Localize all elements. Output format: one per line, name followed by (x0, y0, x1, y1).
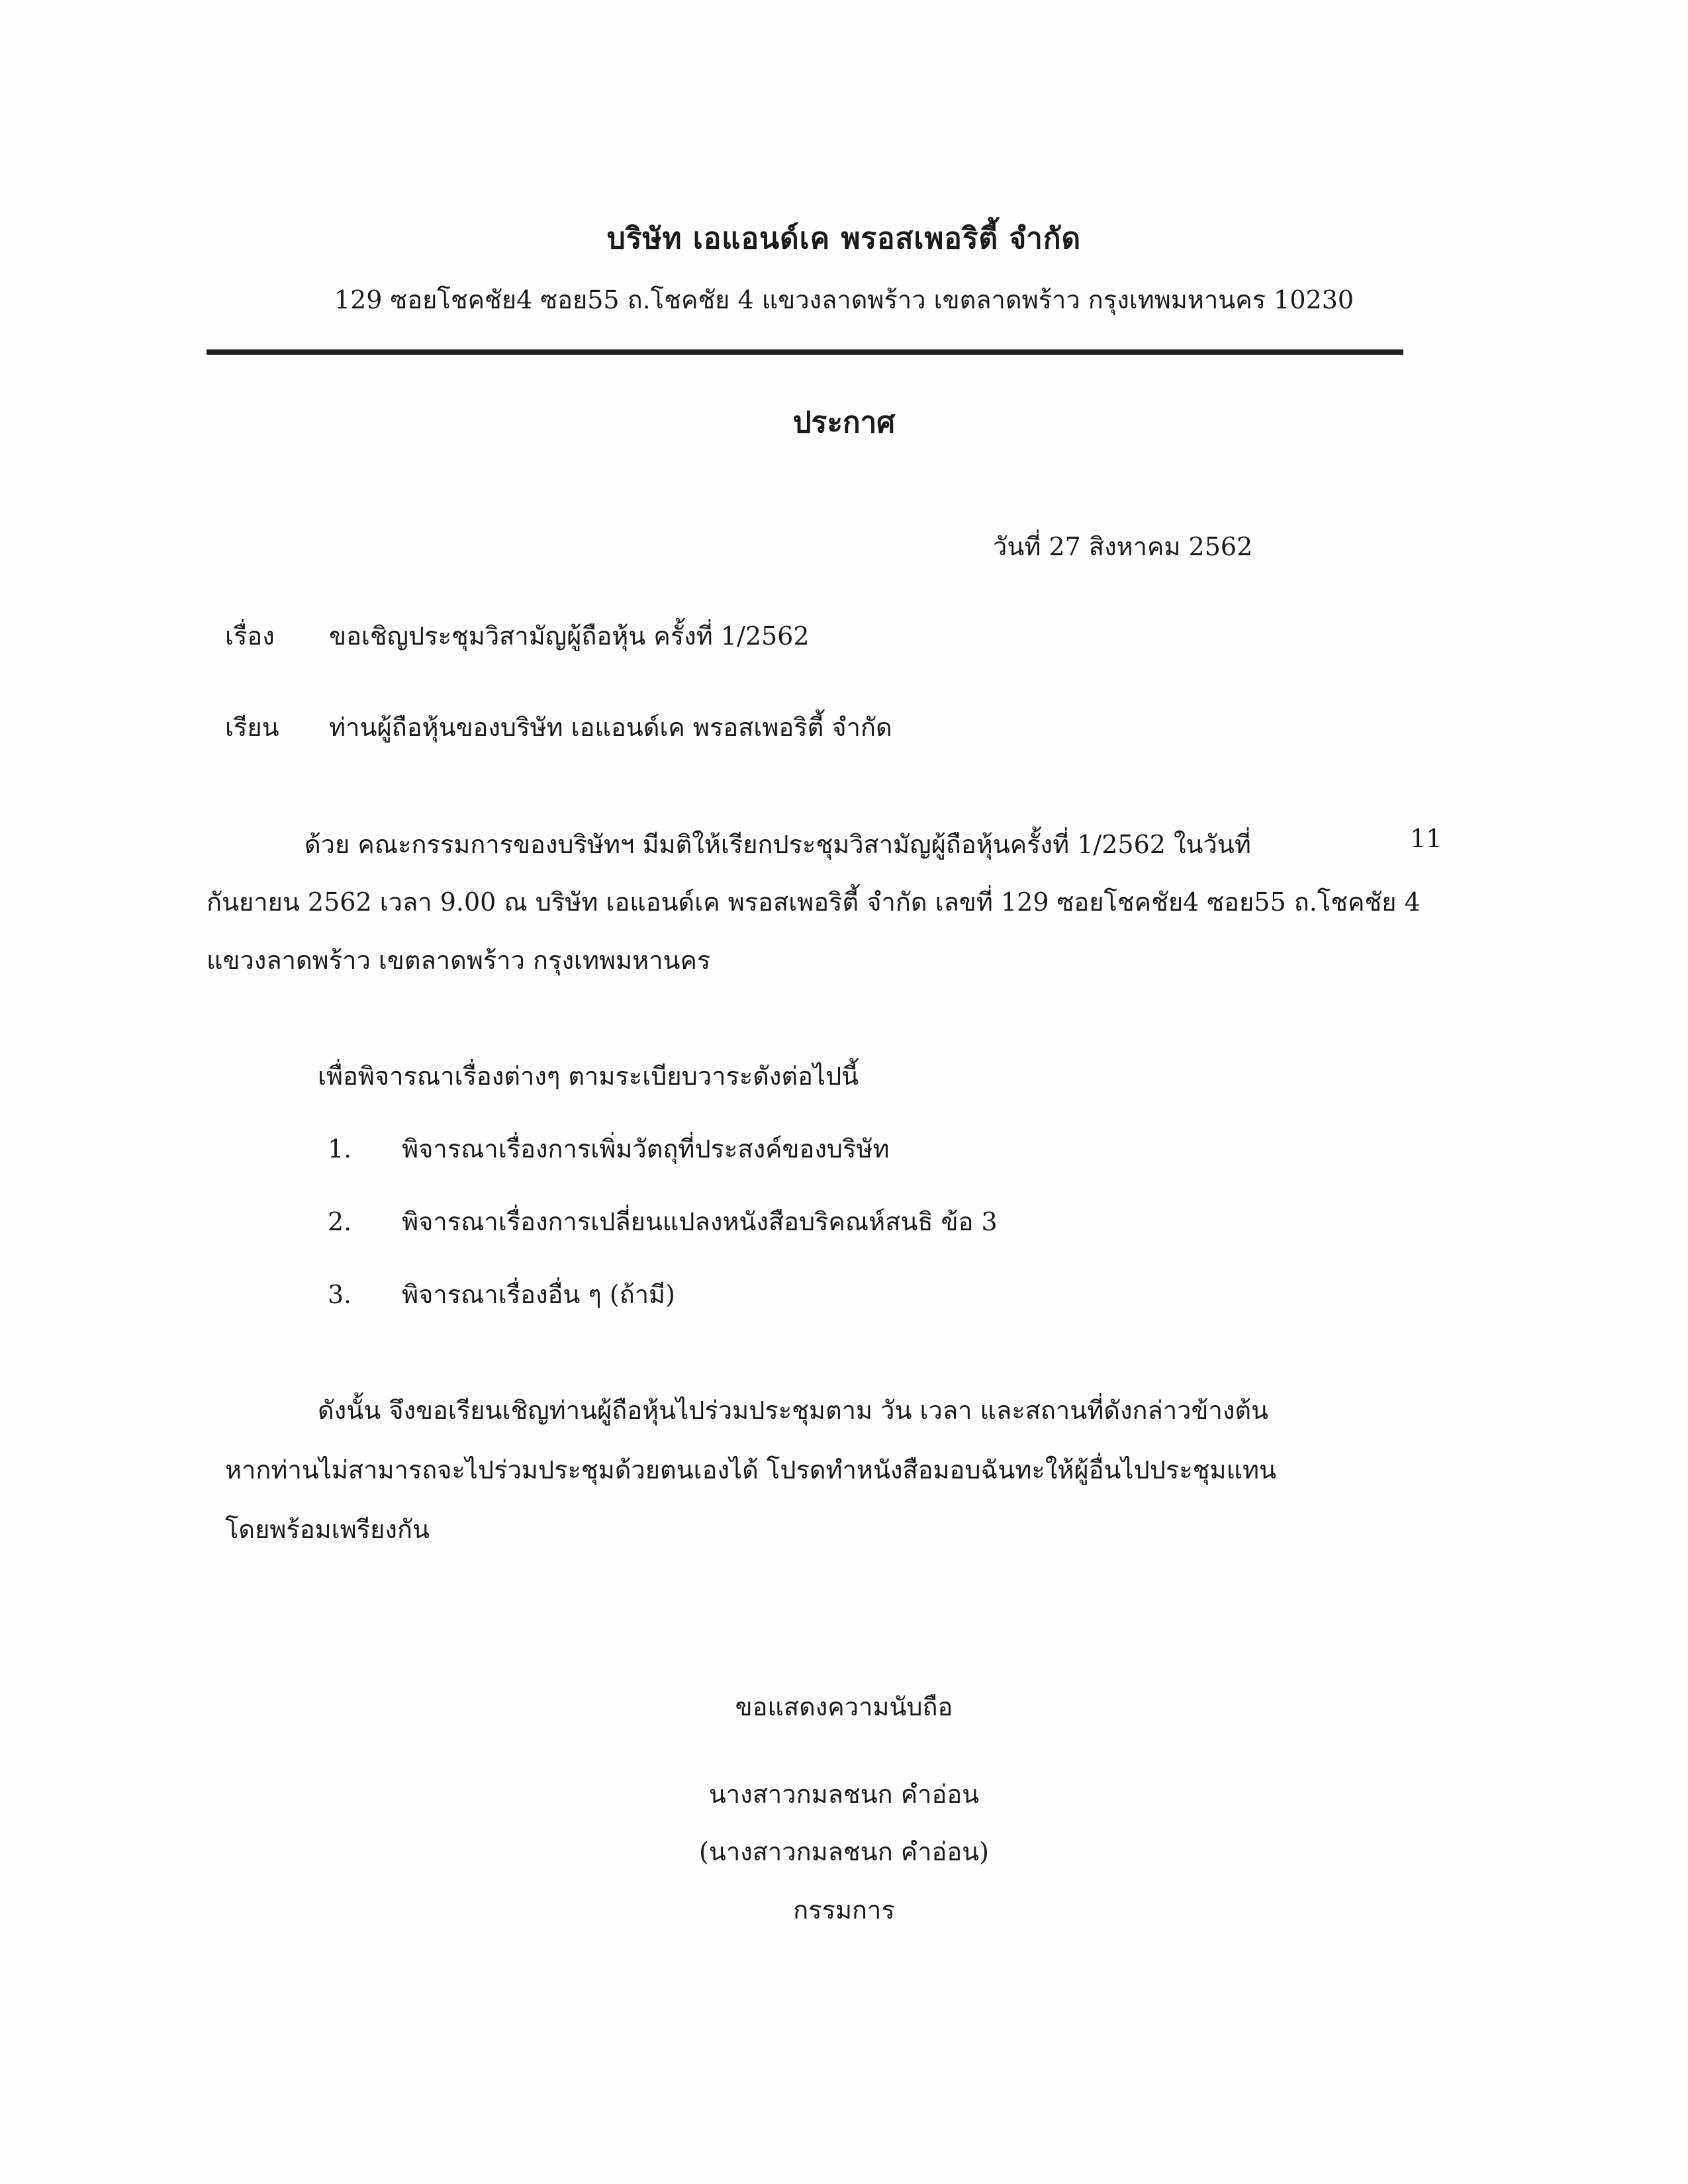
agenda-item (328, 1128, 890, 1169)
document-date: วันที่ 27 สิงหาคม 2562 (993, 532, 1253, 561)
recipient-row (225, 707, 892, 747)
agenda-item-text: พิจารณาเรื่องการเพิ่มวัตถุที่ประสงค์ของบริษัท (402, 1134, 890, 1163)
paragraph1-line2: กันยายน 2562 เวลา 9.00 ณ บริษัท เอแอนด์เค พรอสเพอริตี้ จำกัด เลขที่ 129 ซอยโชคชัย4 ซอย55 ถ.โชคชัย 4 (207, 887, 1421, 917)
document-title: ประกาศ (792, 406, 896, 439)
recipient-value: ท่านผู้ถือหุ้นของบริษัท เอแอนด์เค พรอสเพอริตี้ จำกัด (329, 713, 892, 742)
agenda-item-number: 2. (328, 1207, 352, 1236)
paragraph1-line3: แขวงลาดพร้าว เขตลาดพร้าว กรุงเทพมหานคร (207, 946, 711, 975)
closing-regards: ขอแสดงความนับถือ (735, 1692, 953, 1721)
agenda-item-text: พิจารณาเรื่องอื่น ๆ (ถ้ามี) (402, 1280, 675, 1309)
company-address: 129 ซอยโชคชัย4 ซอย55 ถ.โชคชัย 4 แขวงลาดพร้าว เขตลาดพร้าว กรุงเทพมหานคร 10230 (334, 285, 1354, 314)
paragraph2-line2: หากท่านไม่สามารถจะไปร่วมประชุมด้วยตนเองได้ โปรดทำหนังสือมอบฉันทะให้ผู้อื่นไปประชุมแทน (225, 1455, 1277, 1484)
subject-value: ขอเชิญประชุมวิสามัญผู้ถือหุ้น ครั้งที่ 1/2562 (329, 621, 810, 651)
signature: นางสาวกมลชนก คำอ่อน (708, 1780, 980, 1809)
header-divider (207, 349, 1403, 355)
agenda-intro: เพื่อพิจารณาเรื่องต่างๆ ตามระเบียบวาระดังต่อไปนี้ (318, 1062, 859, 1091)
signatory-name: (นางสาวกมลชนก คำอ่อน) (699, 1837, 989, 1866)
paragraph1-line1: ด้วย คณะกรรมการของบริษัทฯ มีมติให้เรียกประชุมวิสามัญผู้ถือหุ้นครั้งที่ 1/2562 ในวันที่ (305, 830, 1251, 859)
agenda-item (328, 1274, 675, 1314)
subject-label: เรื่อง (225, 621, 275, 651)
agenda-item (328, 1201, 998, 1242)
subject-row (225, 615, 810, 656)
agenda-item-text: พิจารณาเรื่องการเปลี่ยนแปลงหนังสือบริคณห์สนธิ ข้อ 3 (402, 1207, 998, 1236)
recipient-label: เรียน (225, 713, 279, 742)
company-name: บริษัท เอแอนด์เค พรอสเพอริตี้ จำกัด (606, 222, 1082, 255)
paragraph1-line1-tail: 11 (1410, 824, 1442, 853)
paragraph2-line3: โดยพร้อมเพรียงกัน (225, 1515, 430, 1544)
agenda-item-number: 3. (328, 1280, 352, 1309)
signatory-position: กรรมการ (793, 1895, 895, 1925)
paragraph2-line1: ดังนั้น จึงขอเรียนเชิญท่านผู้ถือหุ้นไปร่วมประชุมตาม วัน เวลา และสถานที่ดังกล่าวข้างต้น (318, 1396, 1269, 1425)
agenda-item-number: 1. (328, 1134, 352, 1163)
